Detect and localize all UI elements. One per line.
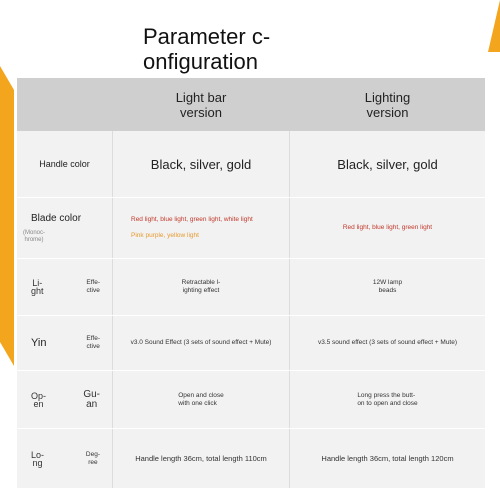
- table-row-open-close: [17, 371, 485, 428]
- cell-blade-color-light-bar-secondary: Pink purple, yellow light: [131, 232, 199, 239]
- cell-open-close-lighting: Long press the butt- on to open and close: [357, 391, 418, 407]
- row-sublabel-monochrome: (Monoc- hrome): [23, 229, 46, 243]
- table-row-light-effect: [17, 259, 485, 315]
- table-header: [17, 78, 485, 131]
- cell-length-light-bar: Handle length 36cm, total length 110cm: [135, 453, 267, 463]
- header-light-bar-version: Light bar version: [175, 89, 227, 120]
- orange-accent-right: [488, 0, 500, 52]
- table-row-length: [17, 429, 485, 488]
- cell-blade-color-lighting: Red light, blue light, green light: [342, 224, 433, 231]
- cell-open-close-light-bar: Open and close with one click: [178, 391, 224, 407]
- orange-accent-left: [0, 66, 14, 366]
- row-label-blade-color: Blade color: [31, 212, 82, 224]
- cell-handle-color-lighting: Black, silver, gold: [337, 156, 438, 172]
- table-row-blade-color: [17, 198, 485, 258]
- cell-light-effect-light-bar: Retractable l- ighting effect: [181, 279, 221, 294]
- row-label-light: Li- ght: [31, 278, 44, 296]
- cell-sound-effect-lighting: v3.5 sound effect (3 sets of sound effect + Mute): [317, 339, 458, 346]
- cell-sound-effect-light-bar: v3.0 Sound Effect (3 sets of sound effect + Mute): [130, 339, 272, 346]
- row-label-degree: Deg- ree: [85, 450, 100, 466]
- row-label-effective: Effe- ctive: [86, 279, 100, 294]
- header-lighting-version: Lighting version: [364, 89, 411, 120]
- cell-blade-color-light-bar-primary: Red light, blue light, green light, white light: [131, 216, 253, 223]
- page-title: Parameter c- onfiguration: [143, 24, 271, 74]
- cell-light-effect-lighting: 12W lamp beads: [372, 279, 403, 294]
- row-label-guan: Gu- an: [83, 388, 100, 410]
- table-row-handle-color: [17, 131, 485, 197]
- cell-handle-color-light-bar: Black, silver, gold: [150, 156, 252, 172]
- row-label-open: Op- en: [31, 390, 47, 409]
- row-label-handle-color: Handle color: [39, 159, 90, 169]
- row-label-yin: Yin: [31, 337, 47, 349]
- row-label-long: Lo- ng: [31, 449, 45, 468]
- table-row-sound-effect: [17, 316, 485, 370]
- cell-length-lighting: Handle length 36cm, total length 120cm: [321, 453, 454, 463]
- row-label-effective: Effe- ctive: [86, 335, 100, 350]
- spec-table: [17, 78, 485, 488]
